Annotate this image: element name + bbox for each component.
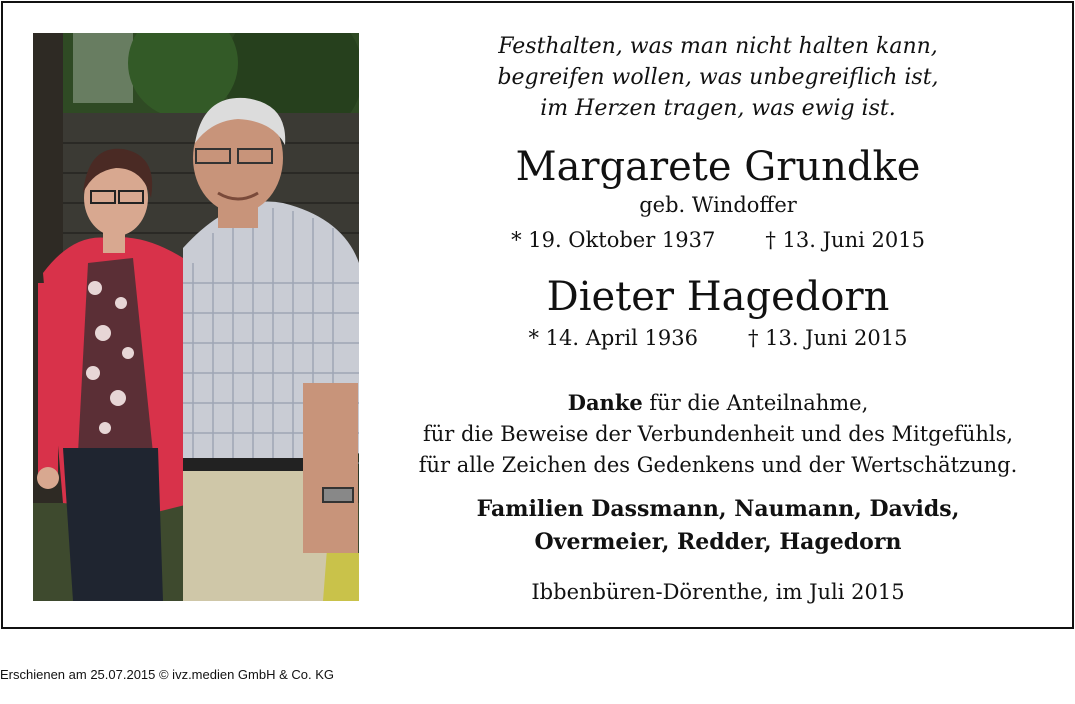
publication-footer: Erschienen am 25.07.2015 © ivz.medien GmbH & Co. KG — [0, 667, 335, 682]
memorial-verse — [388, 31, 1048, 124]
thanks-line-3: für alle Zeichen des Gedenkens und der Wertschätzung. — [418, 453, 1018, 477]
life-dates-2 — [388, 324, 1048, 352]
thanks-line-1 — [388, 387, 1048, 419]
deceased-name-2: Dieter Hagedorn — [546, 274, 890, 320]
thanks-bold-word: Danke — [567, 390, 643, 415]
obituary-frame — [1, 1, 1074, 629]
couple-photo — [33, 33, 359, 601]
verse-line: Festhalten, was man nicht halten kann, — [498, 34, 938, 59]
birth-date: * 14. April 1936 — [528, 326, 698, 350]
verse-line: im Herzen tragen, was ewig ist. — [540, 96, 896, 121]
thanks-text — [388, 387, 1048, 481]
thanks-line-2: für die Beweise der Verbundenheit und des Mitgefühls, — [422, 422, 1014, 446]
death-date: † 13. Juni 2015 — [765, 228, 925, 252]
family-line: Familien Dassmann, Naumann, Davids, — [476, 496, 960, 522]
death-date: † 13. Juni 2015 — [747, 326, 908, 350]
deceased-name-1: Margarete Grundke — [515, 144, 921, 190]
place-and-date: Ibbenbüren-Dörenthe, im Juli 2015 — [531, 580, 905, 604]
maiden-name: geb. Windoffer — [639, 193, 797, 217]
family-signatures — [388, 493, 1048, 559]
verse-line: begreifen wollen, was unbegreiflich ist, — [497, 65, 939, 90]
family-line: Overmeier, Redder, Hagedorn — [534, 529, 902, 555]
birth-date: * 19. Oktober 1937 — [511, 228, 716, 252]
thanks-line-1-rest: für die Anteilnahme, — [642, 391, 869, 415]
life-dates-1 — [388, 226, 1048, 254]
